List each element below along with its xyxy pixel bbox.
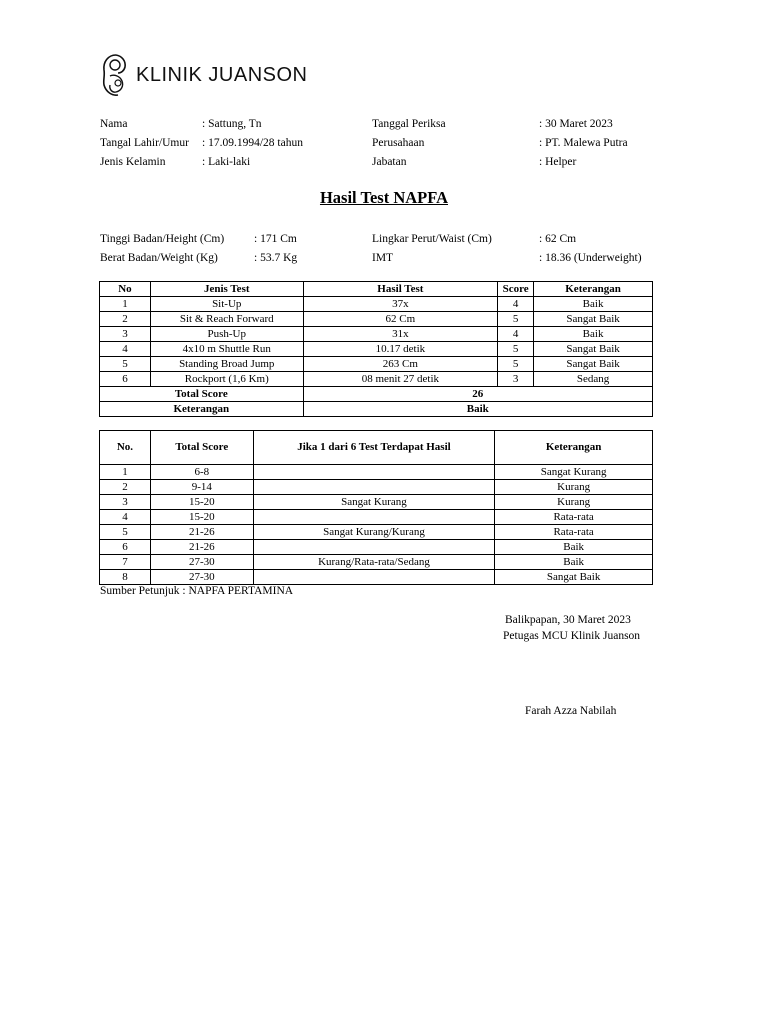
table-cell: 27-30 (150, 555, 253, 570)
table-cell: Sangat Baik (534, 342, 653, 357)
info-label: Jenis Kelamin (100, 156, 166, 168)
measure-label: Berat Badan/Weight (Kg) (100, 252, 218, 264)
table-cell: 9-14 (150, 480, 253, 495)
result-summary-row (100, 402, 653, 417)
info-row-position (372, 153, 628, 172)
table-cell: 10.17 detik (303, 342, 498, 357)
info-label: Tangal Lahir/Umur (100, 137, 189, 149)
measure-row-height (100, 230, 297, 249)
table-row (100, 465, 653, 480)
signature-name: Farah Azza Nabilah (525, 705, 617, 717)
measure-value: : 18.36 (Underweight) (539, 252, 642, 264)
table-cell: 15-20 (150, 510, 253, 525)
table-cell: 08 menit 27 detik (303, 372, 498, 387)
total-score-value: 26 (303, 387, 652, 402)
table-cell: Baik (495, 540, 653, 555)
table-cell: Baik (534, 297, 653, 312)
col-header: No (100, 282, 151, 297)
table-cell: Rata-rata (495, 510, 653, 525)
table-row (100, 312, 653, 327)
table-cell: 6 (100, 372, 151, 387)
measure-value: : 53.7 Kg (254, 252, 298, 264)
table-cell: 1 (100, 465, 151, 480)
measure-row-weight (100, 249, 297, 268)
table-cell: 4 (100, 510, 151, 525)
col-header: Jenis Test (150, 282, 303, 297)
col-header: No. (100, 431, 151, 465)
clinic-logo (100, 52, 307, 98)
table-cell: 5 (498, 357, 534, 372)
table-cell: 5 (498, 312, 534, 327)
table-cell: Sit & Reach Forward (150, 312, 303, 327)
clinic-name: KLINIK JUANSON (136, 63, 308, 86)
table-cell: 21-26 (150, 540, 253, 555)
table-row (100, 570, 653, 585)
table-cell: 21-26 (150, 525, 253, 540)
info-label: Perusahaan (372, 137, 425, 149)
table-cell: 4 (100, 342, 151, 357)
table-row (100, 297, 653, 312)
table-cell: Rata-rata (495, 525, 653, 540)
summary-value: Baik (303, 402, 652, 417)
source-note: Sumber Petunjuk : NAPFA PERTAMINA (100, 585, 294, 597)
info-value: : 30 Maret 2023 (539, 118, 613, 130)
table-cell: Sit-Up (150, 297, 303, 312)
table-cell: 3 (498, 372, 534, 387)
table-cell: 1 (100, 297, 151, 312)
table-cell (253, 480, 495, 495)
info-row-gender (100, 153, 303, 172)
total-score-label: Total Score (100, 387, 304, 402)
table-cell: Standing Broad Jump (150, 357, 303, 372)
table-cell: 263 Cm (303, 357, 498, 372)
table-cell: Kurang (495, 480, 653, 495)
table-cell: Sangat Kurang (495, 465, 653, 480)
info-row-name (100, 115, 303, 134)
total-score-row (100, 387, 653, 402)
col-header: Keterangan (495, 431, 653, 465)
table-cell: 3 (100, 495, 151, 510)
info-row-company (372, 134, 628, 153)
info-label: Jabatan (372, 156, 407, 168)
col-header: Hasil Test (303, 282, 498, 297)
col-header: Jika 1 dari 6 Test Terdapat Hasil (253, 431, 495, 465)
measure-label: IMT (372, 252, 394, 264)
table-row (100, 525, 653, 540)
patient-info-left (100, 115, 303, 172)
criteria-header-row (100, 431, 653, 465)
table-cell: 62 Cm (303, 312, 498, 327)
table-cell: Rockport (1,6 Km) (150, 372, 303, 387)
table-cell: Sangat Kurang/Kurang (253, 525, 495, 540)
table-cell: 5 (100, 357, 151, 372)
info-value: : Sattung, Tn (202, 118, 262, 130)
table-cell: 3 (100, 327, 151, 342)
table-row (100, 555, 653, 570)
col-header: Total Score (150, 431, 253, 465)
measurements-right (372, 230, 642, 268)
signature-role: Petugas MCU Klinik Juanson (503, 630, 641, 642)
patient-info-right (372, 115, 628, 172)
table-cell: Push-Up (150, 327, 303, 342)
criteria-table (99, 430, 653, 585)
table-cell: 5 (100, 525, 151, 540)
table-cell (253, 510, 495, 525)
table-cell: 4 (498, 327, 534, 342)
table-cell: Sangat Baik (495, 570, 653, 585)
info-label: Nama (100, 118, 128, 130)
info-value: : PT. Malewa Putra (539, 137, 628, 149)
info-row-date (372, 115, 628, 134)
signature-place-date: Balikpapan, 30 Maret 2023 (505, 614, 631, 626)
table-cell: 31x (303, 327, 498, 342)
summary-label: Keterangan (100, 402, 304, 417)
info-value: : 17.09.1994/28 tahun (202, 137, 303, 149)
table-cell: 4x10 m Shuttle Run (150, 342, 303, 357)
info-value: : Laki-laki (202, 156, 251, 168)
table-cell (253, 540, 495, 555)
table-cell: Sedang (534, 372, 653, 387)
table-cell (253, 570, 495, 585)
table-row (100, 342, 653, 357)
measure-label: Lingkar Perut/Waist (Cm) (372, 233, 492, 245)
table-cell: 27-30 (150, 570, 253, 585)
info-row-birth (100, 134, 303, 153)
table-cell: Kurang (495, 495, 653, 510)
table-cell: 15-20 (150, 495, 253, 510)
table-row (100, 510, 653, 525)
results-table (99, 281, 653, 417)
table-cell: 2 (100, 480, 151, 495)
info-value: : Helper (539, 156, 577, 168)
page-title: Hasil Test NAPFA (319, 188, 449, 207)
table-cell: 2 (100, 312, 151, 327)
table-row (100, 495, 653, 510)
table-cell: Sangat Baik (534, 357, 653, 372)
table-cell: Kurang/Rata-rata/Sedang (253, 555, 495, 570)
info-label: Tanggal Periksa (372, 118, 446, 130)
table-row (100, 327, 653, 342)
col-header: Score (498, 282, 534, 297)
table-cell: 5 (498, 342, 534, 357)
table-cell: 37x (303, 297, 498, 312)
measure-value: : 171 Cm (254, 233, 297, 245)
table-row (100, 372, 653, 387)
measure-row-bmi (372, 249, 642, 268)
mother-child-logo-icon (100, 52, 130, 98)
table-cell: 4 (498, 297, 534, 312)
table-cell: 8 (100, 570, 151, 585)
table-cell: Sangat Kurang (253, 495, 495, 510)
table-row (100, 480, 653, 495)
table-cell: 7 (100, 555, 151, 570)
measure-row-waist (372, 230, 642, 249)
measurements-left (100, 230, 297, 268)
col-header: Keterangan (534, 282, 653, 297)
table-cell: 6-8 (150, 465, 253, 480)
table-cell: Baik (534, 327, 653, 342)
table-cell: Baik (495, 555, 653, 570)
table-row (100, 540, 653, 555)
table-row (100, 357, 653, 372)
results-header-row (100, 282, 653, 297)
measure-value: : 62 Cm (539, 233, 577, 245)
table-cell: 6 (100, 540, 151, 555)
table-cell (253, 465, 495, 480)
table-cell: Sangat Baik (534, 312, 653, 327)
measure-label: Tinggi Badan/Height (Cm) (100, 233, 225, 245)
